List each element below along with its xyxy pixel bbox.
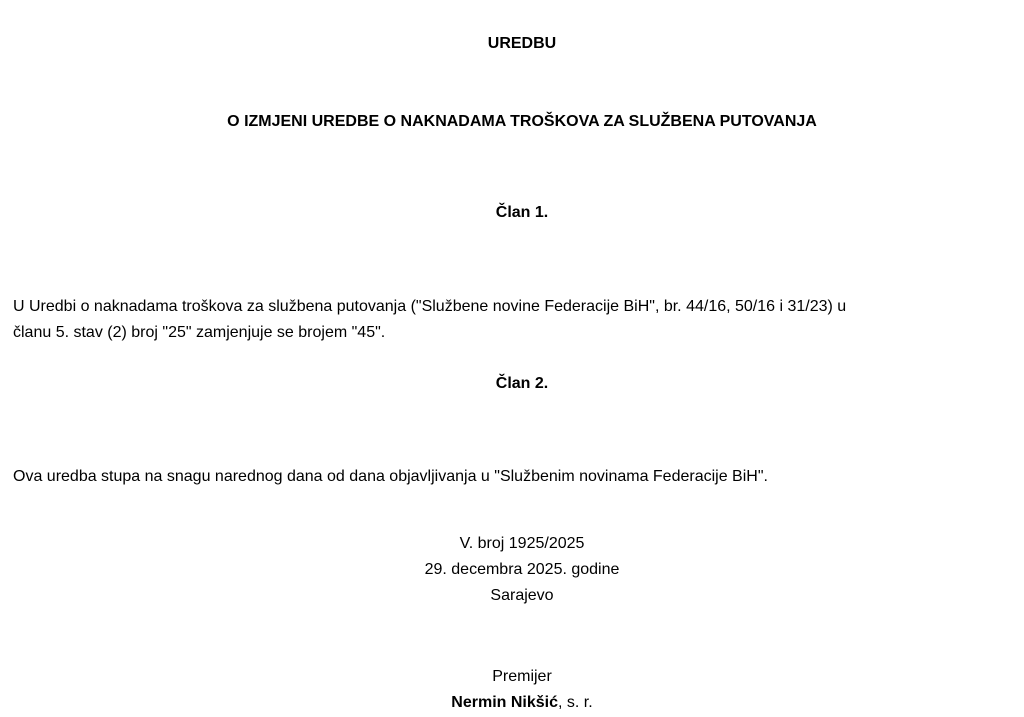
document-heading: UREDBU: [487, 35, 557, 52]
issue-place: Sarajevo: [490, 587, 554, 604]
signature-line: [0, 690, 1024, 716]
article-2-title: Član 2.: [495, 375, 549, 392]
document-subheading: O IZMJENI UREDBE O NAKNADAMA TROŠKOVA ZA SLUŽBENA PUTOVANJA: [227, 113, 817, 130]
signatory-name: Nermin Nikšić: [451, 694, 559, 711]
article-2-text-line-1: Ova uredba stupa na snagu narednog dana od dana objavljivanja u "Službenim novinama Federacije BiH".: [13, 468, 768, 485]
article-1-title: Član 1.: [495, 204, 549, 221]
signatory-suffix: , s. r.: [558, 694, 593, 711]
article-1-text-line-1: U Uredbi o naknadama troškova za službena putovanja ("Službene novine Federacije BiH", br. 44/16, 50/16 i 31/23) u: [13, 298, 847, 315]
reference-number: V. broj 1925/2025: [459, 535, 585, 552]
article-1-text-line-2: članu 5. stav (2) broj "25" zamjenjuje se brojem "45".: [13, 324, 386, 341]
issue-date: 29. decembra 2025. godine: [424, 561, 620, 578]
signatory-role: Premijer: [492, 668, 552, 685]
